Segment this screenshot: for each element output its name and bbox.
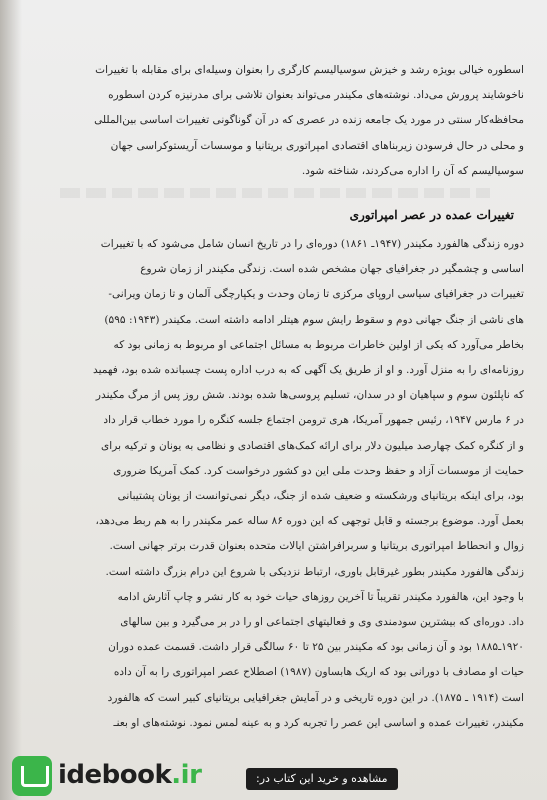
watermark-tagline: مشاهده و خرید این کتاب در: <box>246 768 398 790</box>
text-line: و محلی در حال فرسودن زیربناهای اقتصادی امپراتوری بریتانیا و موسسات آریستوکراسی جهان <box>110 139 524 152</box>
watermark-banner <box>0 754 547 800</box>
text-line: زوال و انحطاط امپراتوری بریتانیا و سربرافراشتن ایالات متحده بعنوان قدرت برتر جهانی است. <box>109 540 524 553</box>
book-icon <box>12 756 52 796</box>
text-line: های ناشی از جنگ جهانی دوم و سقوط رایش سوم هیتلر ادامه داشته است. مکیندر (۱۹۴۳: ۵۹۵) <box>104 313 524 326</box>
text-line: سوسیالیسم که آن را اداره می‌کردند، شناخته شود. <box>301 164 524 177</box>
text-line: تغییرات در جغرافیای سیاسی اروپای مرکزی تا زمان وحدت و یکپارچگی آلمان و تا زمان ویرانی‌- <box>108 288 524 301</box>
logo-prefix: idebook <box>58 760 172 790</box>
text-line: ۱۹۲۰ـ۱۸۸۵ بود و آن زمانی بود که مکیندر بین ۲۵ تا ۶۰ سالگی قرار داشت. قسمت عمده دوران <box>108 641 524 654</box>
text-line: است (۱۹۱۴ ـ ۱۸۷۵). در این دوره تاریخی و در آمایش جغرافیایی بریتانیای کبیر است که هالفورد <box>107 691 524 704</box>
text-line: حمایت از موسسات آزاد و حفظ وحدت ملی این دو کشور درخواست کرد. کمک آمریکا ضروری <box>113 464 524 477</box>
watermark-logo <box>58 760 201 790</box>
text-line: ناخوشایند پرورش می‌داد. نوشته‌های مکیندر می‌تواند بعنوان تلاشی برای مدرنیزه کردن اسطوره <box>108 89 524 102</box>
section-heading: تغییرات عمده در عصر امپراتوری <box>349 208 514 222</box>
text-line: زندگی هالفورد مکیندر بطور غیرقابل باوری، ارتباط نزدیکی با شروع این درام بزرگ داشته است. <box>105 565 524 578</box>
text-line: داد. دوره‌ای که بیشترین سودمندی وی و فعالیتهای اجتماعی او را در بر می‌گیرد و بین سالهای <box>120 616 524 629</box>
show-through-text <box>60 188 490 198</box>
text-line: دوره زندگی هالفورد مکیندر (۱۹۴۷ـ ۱۸۶۱) دوره‌ای را در تاریخ انسان شامل می‌شود که با تغییرات <box>100 238 524 250</box>
text-line: بخاطر می‌آورد که یکی از اولین خاطرات مربوط به مسائل اجتماعی او مربوط به زمانی بود که <box>113 338 524 351</box>
text-line: و از کنگره کمک چهارصد میلیون دلار برای ارائه کمک‌های اقتصادی و نظامی به یونان و ترکیه برای <box>101 439 524 452</box>
binding-shadow <box>0 0 22 800</box>
text-line: روزنامه‌ای را به منزل آورد. و او از طریق یک آگهی که به درب اداره پست چسبانده شده بود، فهمید <box>93 364 524 377</box>
text-line: که ناپلئون سوم و سپاهیان او در سدان، تسلیم پروسی‌ها شده بودند. شش روز پس از مرگ مکیندر <box>95 389 524 402</box>
text-line: بود، برای اینکه بریتانیای ورشکسته و ضعیف شده از جنگ، دیگر نمی‌توانست از یونان پشتیبانی <box>117 490 524 503</box>
text-line: اساسی و چشمگیر در جغرافیای جهان مشخص شده است. زندگی مکیندر از زمان شروع <box>140 263 524 276</box>
text-line: بعمل آورد. موضوع برجسته و قابل توجهی که این دوره ۸۶ ساله عمر مکیندر را به هم ربط می‌دهد، <box>95 515 524 528</box>
paragraph-1 <box>44 58 524 184</box>
text-line: در ۶ مارس ۱۹۴۷، رئیس جمهور آمریکا، هری ترومن اجتماع جلسه کنگره را مورد خطاب قرار داد <box>103 414 524 427</box>
text-line: با وجود این، هالفورد مکیندر تقریباً تا آخرین روزهای حیات خود به کار نشر و چاپ آثارش ادامه <box>117 590 524 603</box>
text-line: اسطوره خیالی بویژه رشد و خیزش سوسیالیسم کارگری را بعنوان وسیله‌ای برای مقابله با تغییرات <box>95 64 524 76</box>
text-line: حیات او مصادف با دورانی بود که اریک هابساون (۱۹۸۷) اصطلاح عصر امپراتوری را به آن داده <box>113 666 524 679</box>
logo-suffix: .ir <box>171 760 202 790</box>
paragraph-2 <box>44 232 524 736</box>
text-line: مکیندر، تغییرات عمده و اساسی این عصر را تجربه کرد و به عینه لمس نمود. نوشته‌های او بعنـ <box>113 716 524 729</box>
text-line: محافظه‌کار سنتی در مورد یک جامعه زنده در عصری که در آن گوناگونی تغییرات اساسی بین‌المللی <box>94 114 524 127</box>
